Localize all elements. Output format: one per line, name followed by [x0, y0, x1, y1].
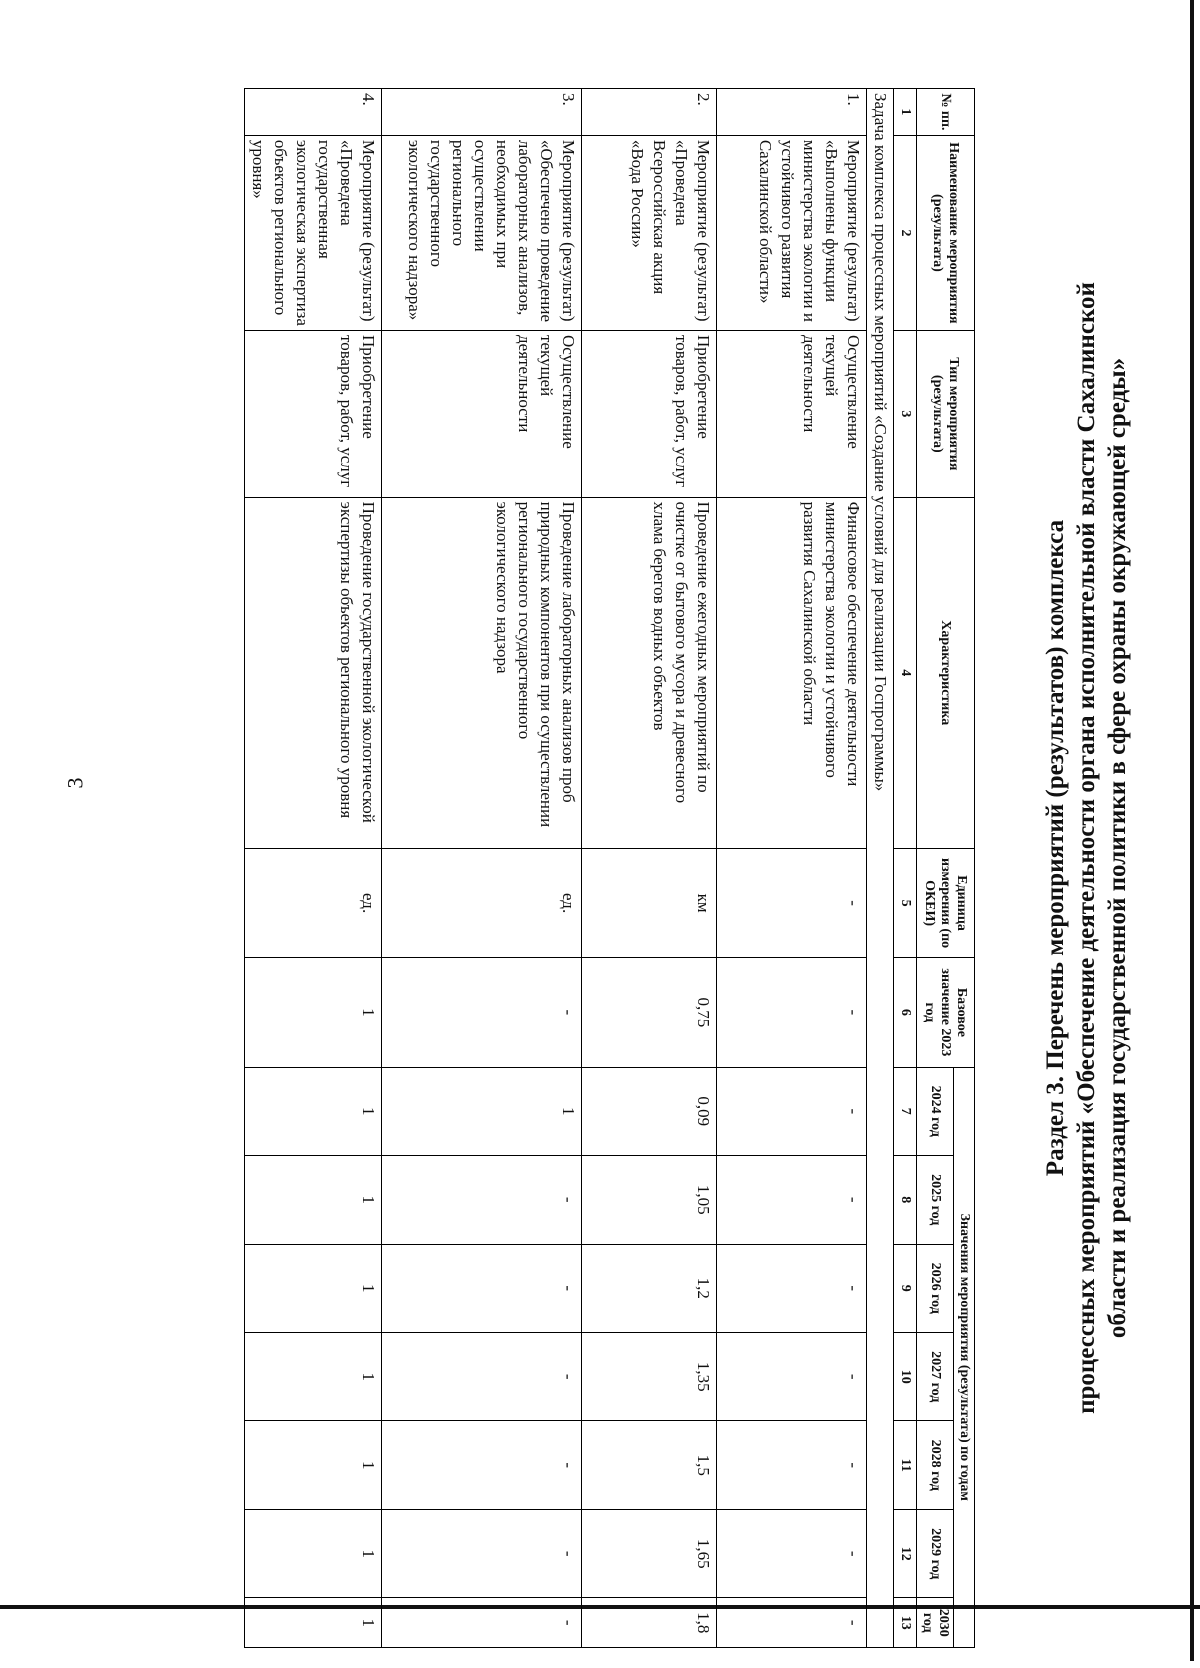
table-row [717, 89, 867, 1648]
row-base-value: - [382, 958, 582, 1067]
row-year-value: 1,2 [582, 1244, 717, 1332]
row-year-value: - [382, 1509, 582, 1597]
row-year-value: - [717, 1156, 867, 1244]
row-name: Мероприятие (результат) «Проведена Всероссийская акция «Вода России» [582, 135, 717, 330]
row-year-value: 1 [245, 1156, 382, 1244]
row-number: 3. [382, 89, 582, 136]
col-number: 1 [894, 89, 917, 136]
col-number: 3 [894, 331, 917, 498]
activities-table [244, 88, 975, 1648]
col-number: 12 [894, 1509, 917, 1597]
row-type: Приобретение товаров, работ, услуг [245, 331, 382, 498]
row-unit: км [582, 848, 717, 957]
row-unit: ед. [382, 848, 582, 957]
row-year-value: 1 [245, 1067, 382, 1155]
row-year-value: 1,65 [582, 1509, 717, 1597]
row-number: 2. [582, 89, 717, 136]
header-year: 2029 год [917, 1509, 954, 1597]
row-year-value: - [382, 1244, 582, 1332]
row-base-value: 0,75 [582, 958, 717, 1067]
row-type: Приобретение товаров, работ, услуг [582, 331, 717, 498]
row-unit: - [717, 848, 867, 957]
row-year-value: - [717, 1332, 867, 1420]
col-number: 10 [894, 1332, 917, 1420]
row-name: Мероприятие (результат) «Обеспечено проведение лабораторных анализов, необходимых при осуществлении регионального государственного экологического надзора» [382, 135, 582, 330]
table-row [382, 89, 582, 1648]
section-title [1040, 48, 1133, 1648]
header-year: 2026 год [917, 1244, 954, 1332]
header-years-group: Значения мероприятия (результата) по годам [954, 1067, 975, 1647]
row-number: 4. [245, 89, 382, 136]
col-number: 7 [894, 1067, 917, 1155]
col-number: 4 [894, 497, 917, 848]
row-type: Осуществление текущей деятельности [382, 331, 582, 498]
header-characteristic: Характеристика [917, 497, 975, 848]
row-year-value: - [382, 1421, 582, 1509]
row-year-value: - [717, 1244, 867, 1332]
page-number: 3 [62, 777, 88, 789]
task-row: Задача комплекса процессных мероприятий «Создание условий для реализации Госпрограммы» [867, 89, 894, 1648]
header-year: 2028 год [917, 1421, 954, 1509]
header-name: Наименование мероприятия (результата) [917, 135, 975, 330]
row-year-value: 1 [245, 1332, 382, 1420]
row-year-value: 1 [245, 1598, 382, 1648]
row-unit: ед. [245, 848, 382, 957]
row-year-value: 1,8 [582, 1598, 717, 1648]
col-number: 9 [894, 1244, 917, 1332]
row-year-value: 1 [382, 1067, 582, 1155]
row-year-value: 1 [245, 1509, 382, 1597]
title-line-1: Раздел 3. Перечень мероприятий (результатов) комплекса [1042, 519, 1069, 1177]
title-line-2: процессных мероприятий «Обеспечение деятельности органа исполнительной власти Сахалинской [1073, 282, 1100, 1414]
row-year-value: 1,05 [582, 1156, 717, 1244]
row-year-value: - [382, 1332, 582, 1420]
table-row [245, 89, 382, 1648]
row-year-value: 0,09 [582, 1067, 717, 1155]
row-year-value: - [382, 1598, 582, 1648]
header-year: 2027 год [917, 1332, 954, 1420]
row-year-value: - [717, 1067, 867, 1155]
col-number: 5 [894, 848, 917, 957]
header-unit: Единица измерения (по ОКЕИ) [917, 848, 975, 957]
row-year-value: 1,35 [582, 1332, 717, 1420]
col-number: 6 [894, 958, 917, 1067]
header-type: Тип мероприятия (результата) [917, 331, 975, 498]
row-year-value: 1 [245, 1421, 382, 1509]
row-year-value: - [717, 1598, 867, 1648]
row-type: Осуществление текущей деятельности [717, 331, 867, 498]
col-number: 2 [894, 135, 917, 330]
header-year: 2024 год [917, 1067, 954, 1155]
col-number: 11 [894, 1421, 917, 1509]
title-line-3: области и реализация государственной политики в сфере охраны окружающей среды» [1104, 357, 1131, 1339]
header-base: Базовое значение 2023 год [917, 958, 975, 1067]
row-characteristic: Проведение лабораторных анализов проб природных компонентов при осуществлении регионального государственного экологического надзора [382, 497, 582, 848]
row-name: Мероприятие (результат) «Проведена государственная экологическая экспертиза объектов регионального уровня» [245, 135, 382, 330]
row-year-value: - [382, 1156, 582, 1244]
col-number: 13 [894, 1598, 917, 1648]
row-year-value: 1,5 [582, 1421, 717, 1509]
col-number: 8 [894, 1156, 917, 1244]
column-numbers-row [894, 89, 917, 1648]
rotated-page [0, 28, 1200, 1668]
table-row [582, 89, 717, 1648]
row-year-value: - [717, 1509, 867, 1597]
row-base-value: 1 [245, 958, 382, 1067]
row-characteristic: Проведение ежегодных мероприятий по очистке от бытового мусора и древесного хлама берегов водных объектов [582, 497, 717, 848]
row-year-value: 1 [245, 1244, 382, 1332]
row-year-value: - [717, 1421, 867, 1509]
header-no: № пп. [917, 89, 975, 136]
row-characteristic: Проведение государственной экологической экспертизы объектов регионального уровня [245, 497, 382, 848]
row-number: 1. [717, 89, 867, 136]
header-year: 2030 год [917, 1598, 954, 1648]
row-characteristic: Финансовое обеспечение деятельности министерства экологии и устойчивого развития Сахалинской области [717, 497, 867, 848]
row-base-value: - [717, 958, 867, 1067]
header-year: 2025 год [917, 1156, 954, 1244]
row-name: Мероприятие (результат) «Выполнены функции министерства экологии и устойчивого развития Сахалинской области» [717, 135, 867, 330]
